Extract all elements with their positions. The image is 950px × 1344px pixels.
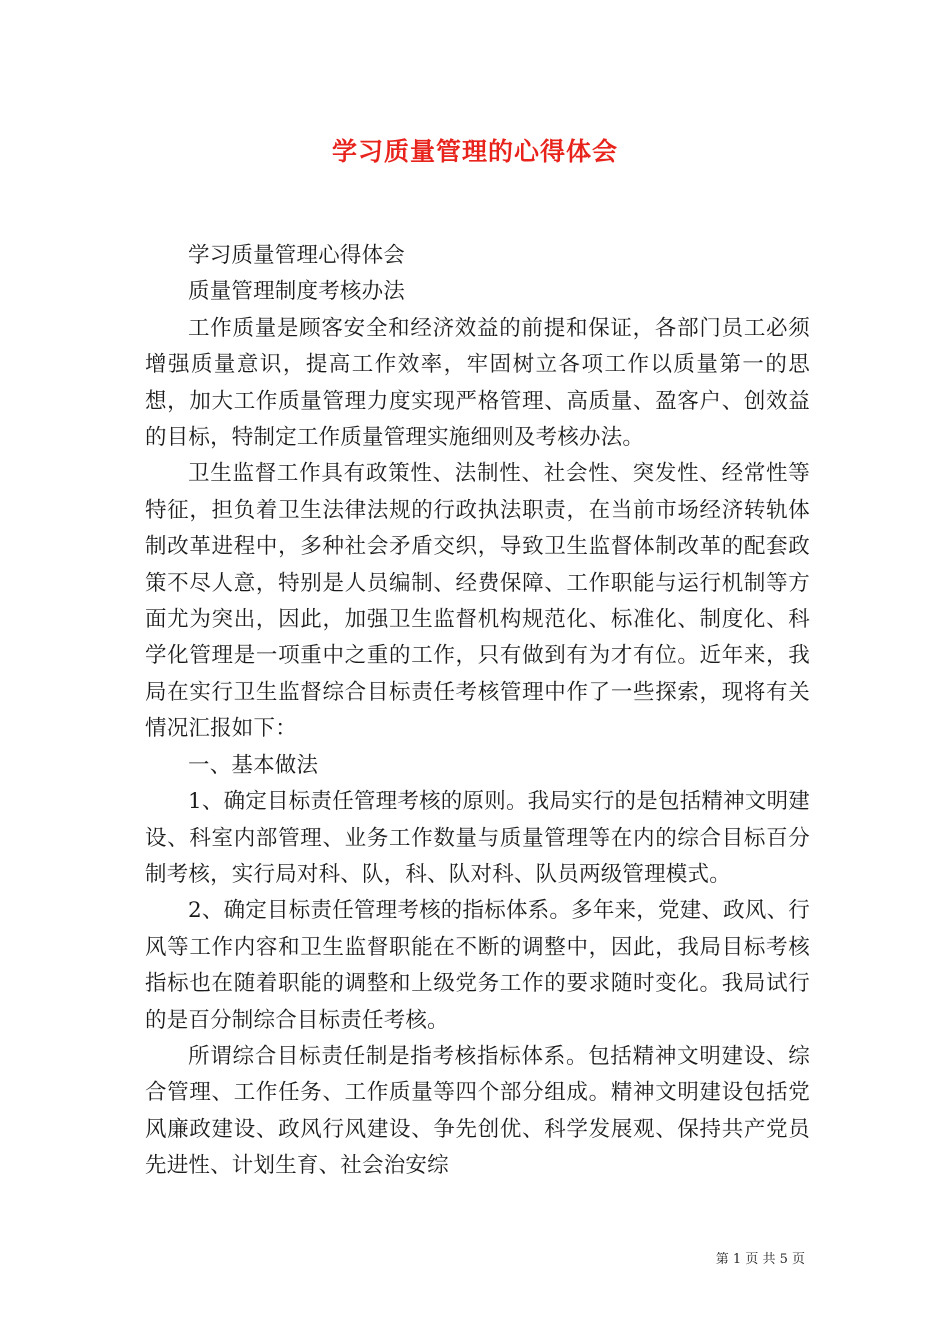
document-body [145,238,810,1185]
paragraph: 卫生监督工作具有政策性、法制性、社会性、突发性、经常性等特征，担负着卫生法律法规的行政执法职责，在当前市场经济转轨体制改革进程中，多种社会矛盾交织，导致卫生监督体制改革的配套政策不尽人意，特别是人员编制、经费保障、工作职能与运行机制等方面尤为突出，因此，加强卫生监督机构规范化、标准化、制度化、科学化管理是一项重中之重的工作，只有做到有为才有位。近年来，我局在实行卫生监督综合目标责任考核管理中作了一些探索，现将有关情况汇报如下： [145,461,810,742]
paragraph: 工作质量是顾客安全和经济效益的前提和保证，各部门员工必须增强质量意识，提高工作效率，牢固树立各项工作以质量第一的思想，加大工作质量管理力度实现严格管理、高质量、盈客户、创效益的目标，特制定工作质量管理实施细则及考核办法。 [145,315,810,451]
paragraph-section-title: 质量管理制度考核办法 [188,279,406,305]
page-number: 第 1 页 共 5 页 [715,1252,805,1267]
paragraph-subtitle: 学习质量管理心得体会 [188,243,406,268]
paragraph: 1、确定目标责任管理考核的原则。我局实行的是包括精神文明建设、科室内部管理、业务工作数量与质量管理等在内的综合目标百分制考核，实行局对科、队，科、队对科、队员两级管理模式。 [145,789,810,887]
document-title: 学习质量管理的心得体会 [331,137,618,166]
paragraph: 2、确定目标责任管理考核的指标体系。多年来，党建、政风、行风等工作内容和卫生监督职能在不断的调整中，因此，我局目标考核指标也在随着职能的调整和上级党务工作的要求随时变化。我局试行的是百分制综合目标责任考核。 [145,898,810,1033]
paragraph-heading: 一、基本做法 [188,752,319,778]
paragraph: 所谓综合目标责任制是指考核指标体系。包括精神文明建设、综合管理、工作任务、工作质量等四个部分组成。精神文明建设包括党风廉政建设、政风行风建设、争先创优、科学发展观、保持共产党员先进性、计划生育、社会治安综 [145,1043,810,1179]
